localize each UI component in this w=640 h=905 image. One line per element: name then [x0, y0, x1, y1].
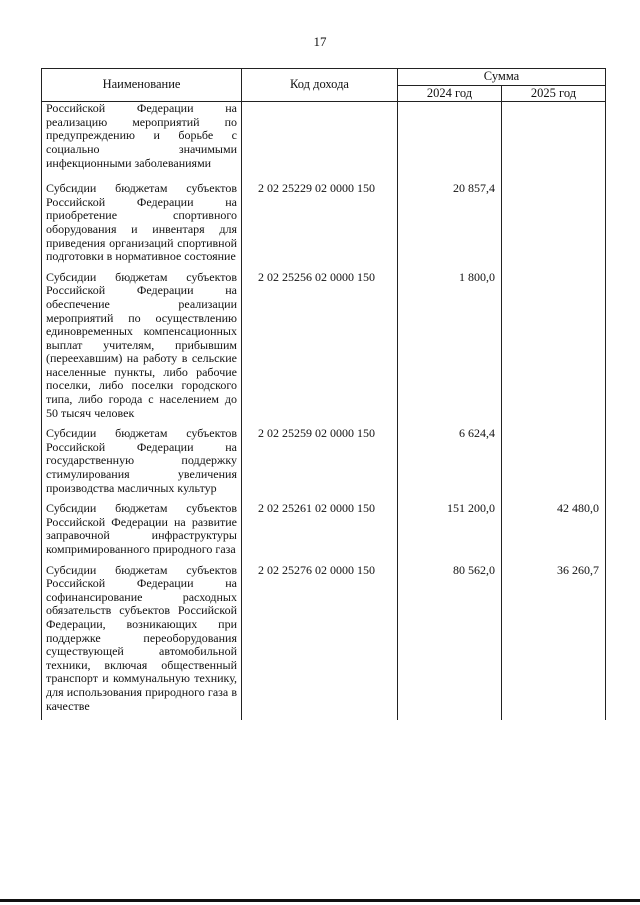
page-number: 17	[313, 34, 327, 49]
bottom-scan-border	[0, 899, 640, 902]
row-amount-2025	[502, 427, 606, 502]
table-row	[42, 182, 606, 271]
header-name: Наименование	[42, 69, 242, 102]
row-code: 2 02 25261 02 0000 150	[242, 502, 398, 563]
row-code: 2 02 25276 02 0000 150	[242, 564, 398, 721]
row-name: Субсидии бюджетам субъектов Российской Федерации на обеспечение реализации мероприятий по осуществлению единовременных компенсационных выплат учителям, прибывшим (переехавшим) на работу в сельские населенные пункты, либо рабочие поселки, либо поселки городского типа, либо города с населением до 50 тысяч человек	[42, 271, 242, 428]
row-amount-2024: 151 200,0	[398, 502, 502, 563]
row-amount-2025: 42 480,0	[502, 502, 606, 563]
row-amount-2024: 6 624,4	[398, 427, 502, 502]
row-amount-2025	[502, 182, 606, 271]
row-name: Российской Федерации на реализацию мероприятий по предупреждению и борьбе с социально значимыми инфекционными заболеваниями	[42, 102, 242, 182]
row-amount-2025	[502, 271, 606, 428]
table-row	[42, 271, 606, 428]
table-body	[42, 102, 606, 720]
table-row	[42, 427, 606, 502]
header-code: Код дохода	[242, 69, 398, 102]
header-year-2025: 2025 год	[502, 85, 606, 102]
row-name: Субсидии бюджетам субъектов Российской Федерации на развитие заправочной инфраструктуры компримированного природного газа	[42, 502, 242, 563]
revenue-table	[41, 68, 606, 720]
row-amount-2025	[502, 102, 606, 182]
row-amount-2024: 1 800,0	[398, 271, 502, 428]
row-code	[242, 102, 398, 182]
table-row	[42, 502, 606, 563]
row-amount-2024	[398, 102, 502, 182]
row-name: Субсидии бюджетам субъектов Российской Федерации на приобретение спортивного оборудования и инвентаря для приведения организаций спортивной подготовки в нормативное состояние	[42, 182, 242, 271]
row-amount-2025: 36 260,7	[502, 564, 606, 721]
table-row	[42, 102, 606, 182]
row-amount-2024: 80 562,0	[398, 564, 502, 721]
table-row	[42, 564, 606, 721]
row-code: 2 02 25256 02 0000 150	[242, 271, 398, 428]
header-year-2024: 2024 год	[398, 85, 502, 102]
row-code: 2 02 25229 02 0000 150	[242, 182, 398, 271]
row-name: Субсидии бюджетам субъектов Российской Федерации на софинансирование расходных обязательств субъектов Российской Федерации, возникающих при поддержке переоборудования существующей автомобильной техники, включая общественный транспорт и коммунальную технику, для использования природного газа в качестве	[42, 564, 242, 721]
row-code: 2 02 25259 02 0000 150	[242, 427, 398, 502]
table-header	[42, 69, 606, 102]
row-name: Субсидии бюджетам субъектов Российской Федерации на государственную поддержку стимулирования увеличения производства масличных культур	[42, 427, 242, 502]
header-sum: Сумма	[398, 69, 606, 86]
row-amount-2024: 20 857,4	[398, 182, 502, 271]
